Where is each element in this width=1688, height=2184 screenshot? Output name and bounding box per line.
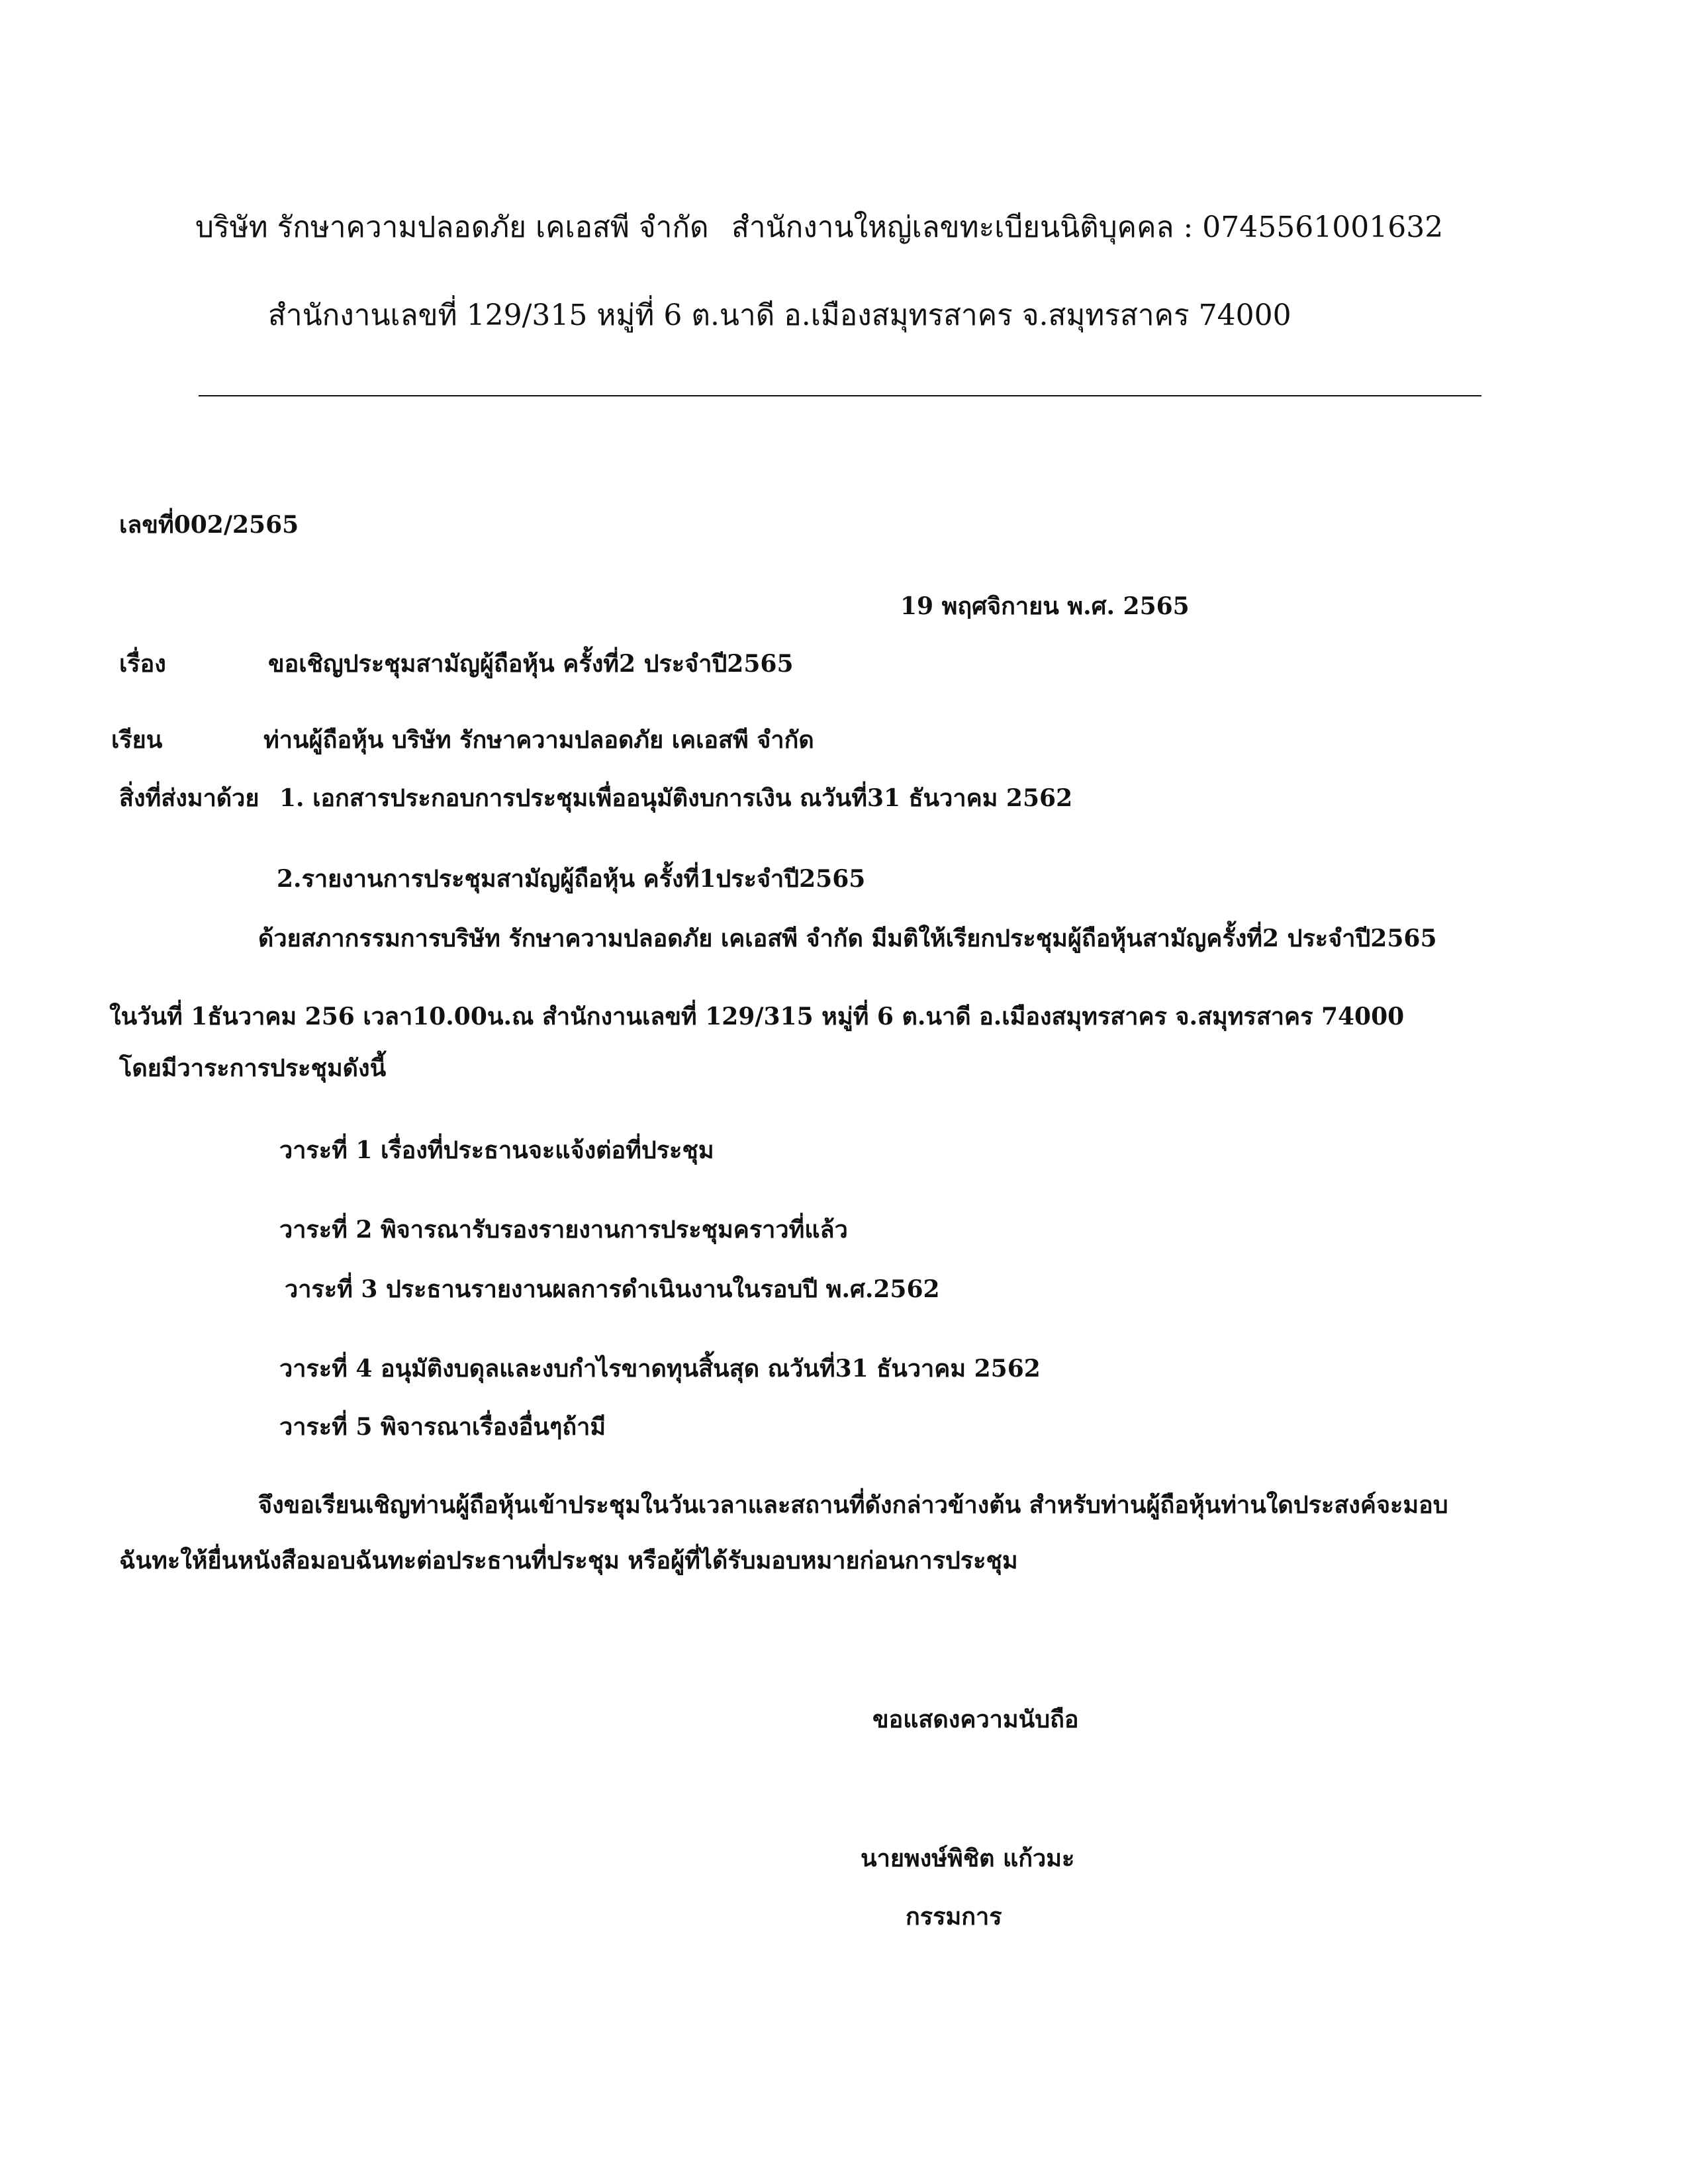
office-address: สำนักงานเลขที่ 129/315 หมู่ที่ 6 ต.นาดี อ.เมืองสมุทรสาคร จ.สมุทรสาคร 74000	[268, 298, 1291, 332]
to-text: ท่านผู้ถือหุ้น บริษัท รักษาความปลอดภัย เคเอสพี จำกัด	[263, 726, 814, 754]
company-name: บริษัท รักษาความปลอดภัย เคเอสพี จำกัด	[195, 210, 709, 244]
document-number: เลขที่002/2565	[119, 511, 299, 539]
letter-date: 19 พฤศจิกายน พ.ศ. 2565	[900, 592, 1190, 620]
head-office-registration: สำนักงานใหญ่เลขทะเบียนนิติบุคคล : 0745561001632	[731, 210, 1444, 244]
signatory-name: นายพงษ์พิชิต แก้วมะ	[861, 1844, 1075, 1872]
agenda-item: วาระที่ 2 พิจารณารับรองรายงานการประชุมคราวที่แล้ว	[279, 1216, 848, 1244]
subject-label: เรื่อง	[119, 650, 166, 678]
subject-text: ขอเชิญประชุมสามัญผู้ถือหุ้น ครั้งที่2 ประจำปี2565	[268, 650, 794, 678]
agenda-item: วาระที่ 4 อนุมัติงบดุลและงบกำไรขาดทุนสิ้นสุด ณวันที่31 ธันวาคม 2562	[279, 1355, 1041, 1383]
agenda-intro: โดยมีวาระการประชุมดังนี้	[119, 1054, 387, 1082]
intro-line-1: ด้วยสภากรรมการบริษัท รักษาความปลอดภัย เคเอสพี จำกัด มีมติให้เรียกประชุมผู้ถือหุ้นสามัญครั้งที่2 ประจำปี2565	[258, 925, 1437, 952]
enclosure-item-1: 1. เอกสารประกอบการประชุมเพื่ออนุมัติงบการเงิน ณวันที่31 ธันวาคม 2562	[279, 784, 1073, 812]
agenda-item: วาระที่ 3 ประธานรายงานผลการดำเนินงานในรอบปี พ.ศ.2562	[285, 1275, 940, 1303]
enclosure-item-2: 2.รายงานการประชุมสามัญผู้ถือหุ้น ครั้งที่1ประจำปี2565	[277, 865, 866, 893]
agenda-item: วาระที่ 5 พิจารณาเรื่องอื่นๆถ้ามี	[279, 1413, 606, 1441]
closing-line-1: จึงขอเรียนเชิญท่านผู้ถือหุ้นเข้าประชุมในวันเวลาและสถานที่ดังกล่าวข้างต้น สำหรับท่านผู้ถือหุ้นท่านใดประสงค์จะมอบ	[258, 1491, 1448, 1519]
closing-line-2: ฉันทะให้ยื่นหนังสือมอบฉันทะต่อประธานที่ประชุม หรือผู้ที่ได้รับมอบหมายก่อนการประชุม	[119, 1547, 1018, 1574]
to-label: เรียน	[111, 726, 163, 754]
intro-line-2: ในวันที่ 1ธันวาคม 256 เวลา10.00น.ณ สำนักงานเลขที่ 129/315 หมู่ที่ 6 ต.นาดี อ.เมืองสมุทรสาคร จ.สมุทรสาคร 74000	[109, 1003, 1405, 1030]
enclosures-label: สิ่งที่ส่งมาด้วย	[119, 784, 259, 812]
agenda-item: วาระที่ 1 เรื่องที่ประธานจะแจ้งต่อที่ประชุม	[279, 1136, 714, 1164]
letterhead-divider	[199, 395, 1481, 396]
regards: ขอแสดงความนับถือ	[872, 1706, 1079, 1733]
signatory-title: กรรมการ	[906, 1903, 1002, 1931]
